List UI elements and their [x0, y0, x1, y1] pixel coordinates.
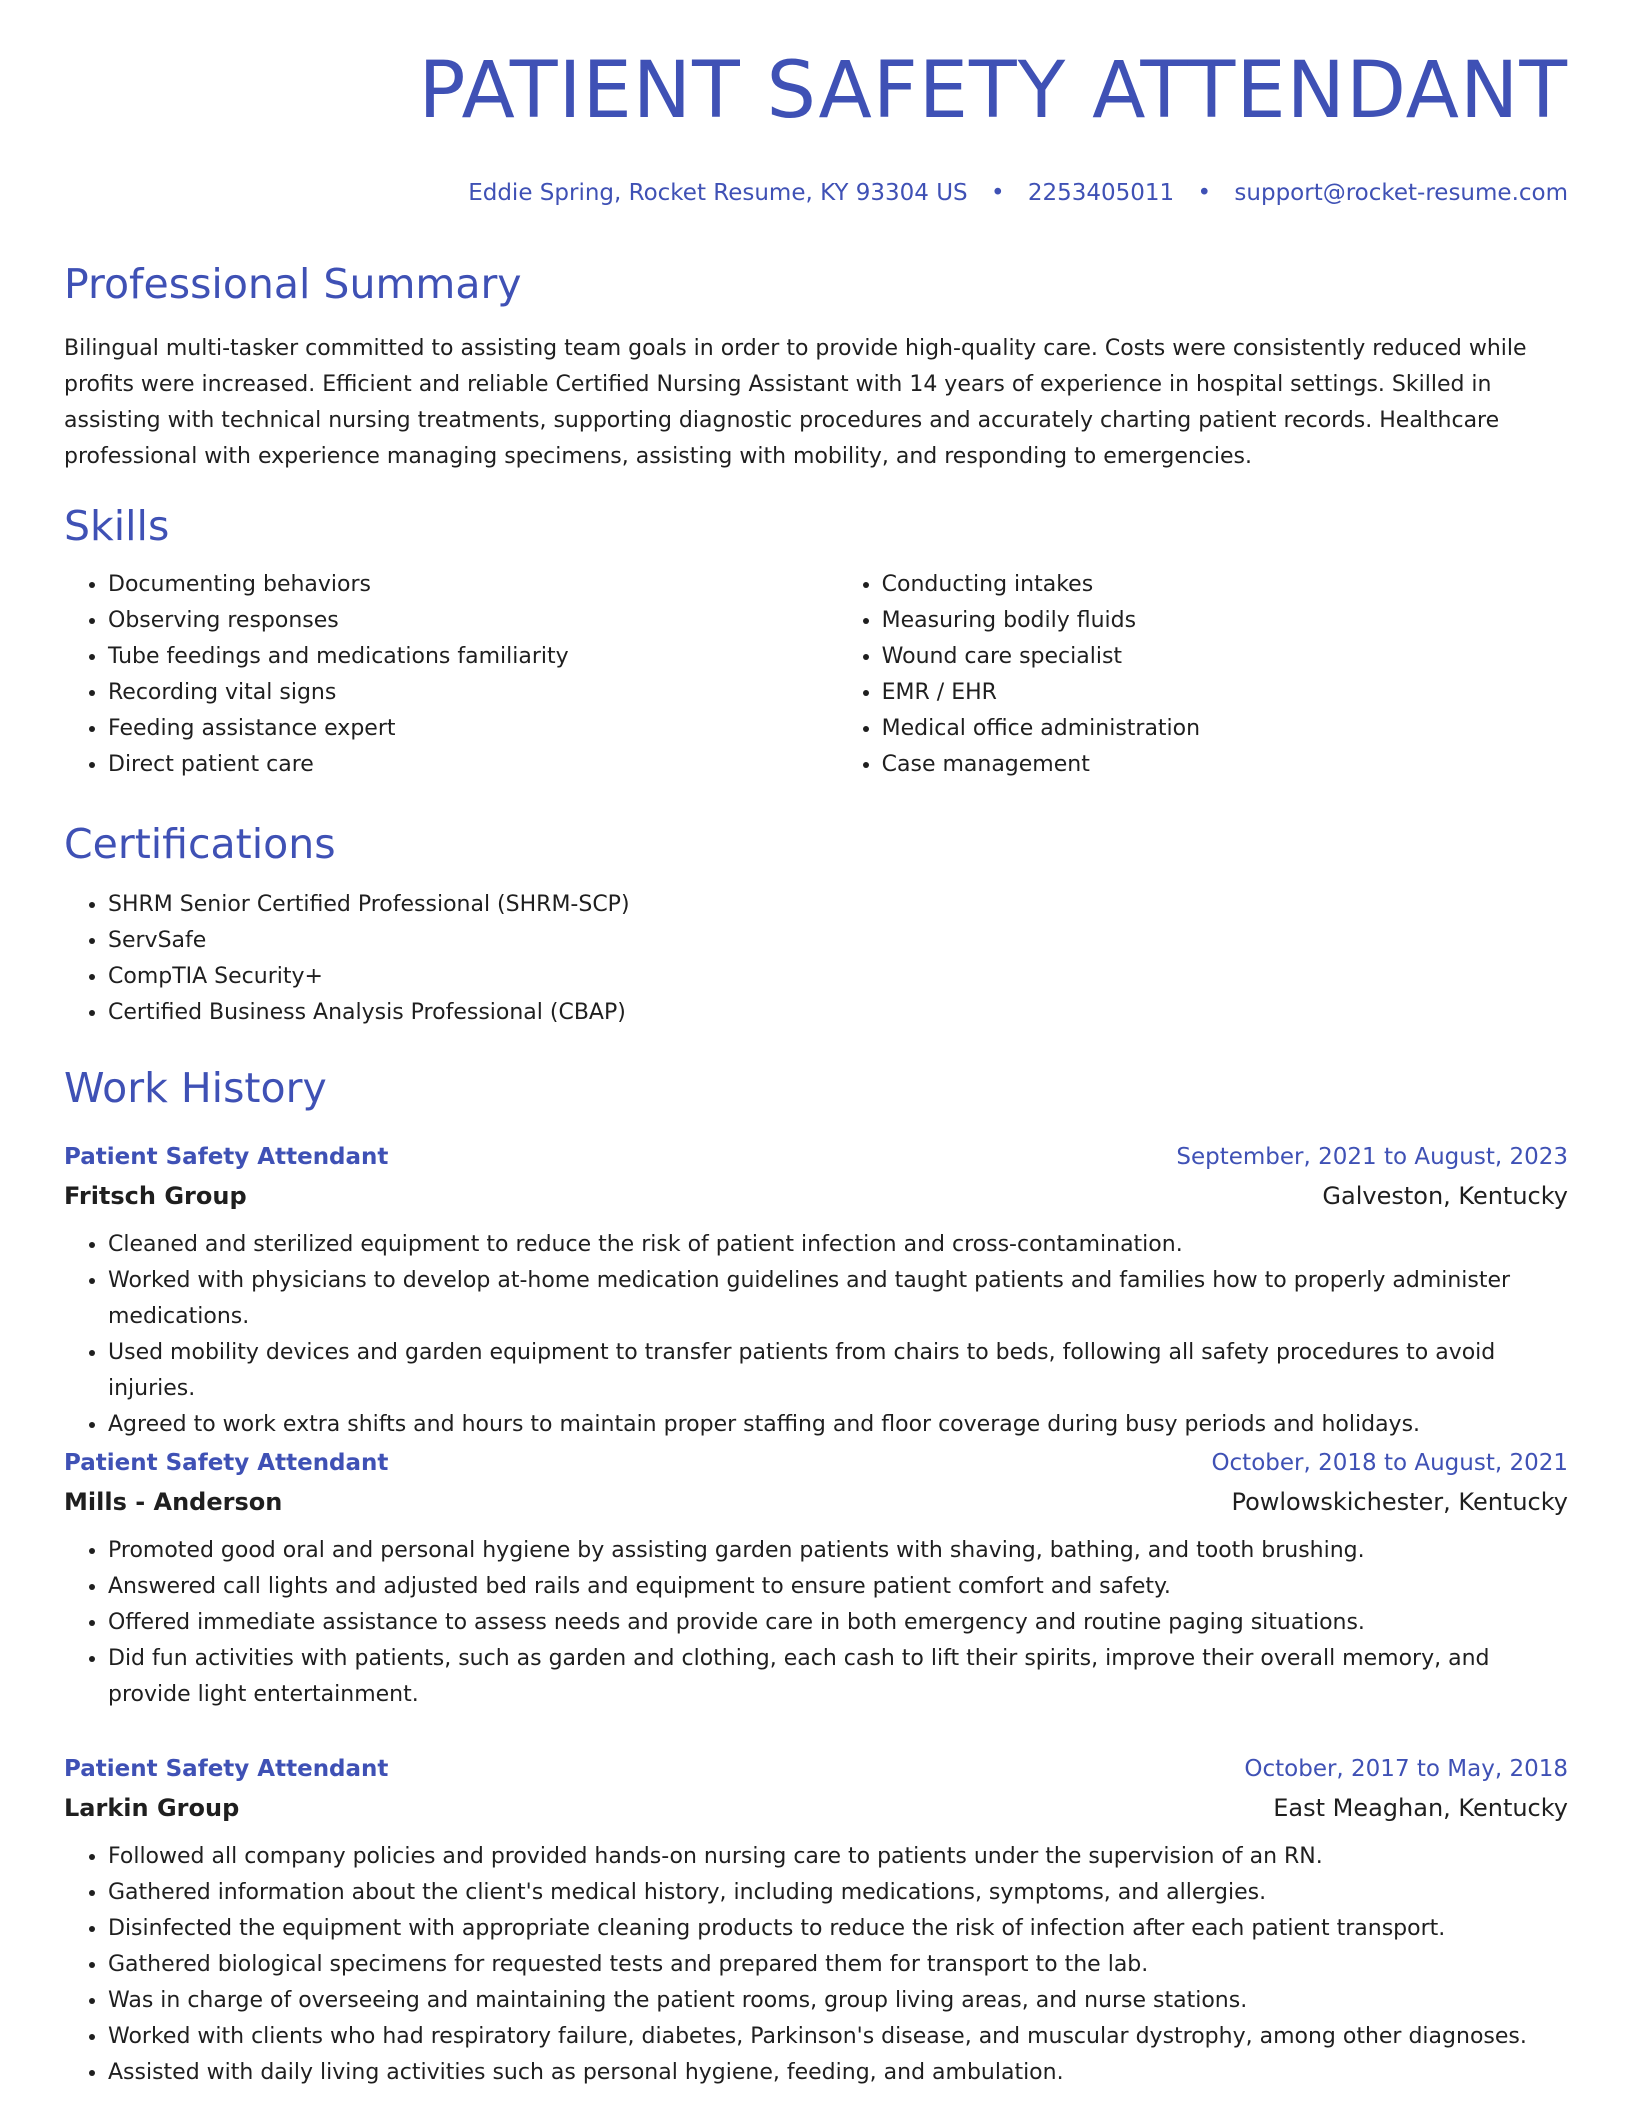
job-company-row [64, 1478, 1568, 1518]
job-location: Powlowskichester, Kentucky [1231, 1488, 1568, 1516]
job-entry [64, 1754, 1568, 2091]
job-title-row [64, 1448, 1568, 1478]
job-company: Mills - Anderson [64, 1488, 283, 1516]
contact-separator: • [990, 180, 1005, 206]
skill-item: • Wound care specialist [882, 639, 1568, 675]
job-company-row [64, 1784, 1568, 1824]
job-bullet-list [64, 1227, 1568, 1443]
job-bullet: • Gathered biological specimens for requested tests and prepared them for transport to the lab. [108, 1947, 1568, 1983]
contact-phone: 2253405011 [1027, 180, 1175, 206]
job-bullet: • Assisted with daily living activities such as personal hygiene, feeding, and ambulation. [108, 2055, 1568, 2091]
skill-item: • Documenting behaviors [108, 567, 838, 603]
job-bullet: • Offered immediate assistance to assess needs and provide care in both emergency and routine paging situations. [108, 1605, 1568, 1641]
job-location: Galveston, Kentucky [1322, 1182, 1568, 1210]
contact-line [468, 180, 1568, 206]
job-bullet: • Agreed to work extra shifts and hours to maintain proper staffing and floor coverage during busy periods and holidays. [108, 1407, 1568, 1443]
job-bullet: • Followed all company policies and provided hands-on nursing care to patients under the supervision of an RN. [108, 1839, 1568, 1875]
job-bullet: • Answered call lights and adjusted bed rails and equipment to ensure patient comfort and safety. [108, 1569, 1568, 1605]
certification-item: • Certified Business Analysis Professional (CBAP) [108, 995, 1568, 1031]
contact-email: support@rocket-resume.com [1234, 180, 1568, 206]
job-bullet: • Disinfected the equipment with appropriate cleaning products to reduce the risk of infection after each patient transport. [108, 1911, 1568, 1947]
certification-item: • ServSafe [108, 923, 1568, 959]
certifications-list [64, 887, 1568, 1031]
skill-item: • Recording vital signs [108, 675, 838, 711]
job-title: Patient Safety Attendant [64, 1144, 389, 1170]
certifications-heading: Certifications [64, 820, 336, 868]
job-company: Fritsch Group [64, 1182, 247, 1210]
job-title: Patient Safety Attendant [64, 1450, 389, 1476]
certification-item: • CompTIA Security+ [108, 959, 1568, 995]
job-bullet: • Was in charge of overseeing and maintaining the patient rooms, group living areas, and nurse stations. [108, 1983, 1568, 2019]
skills-right-list [838, 567, 1568, 783]
skill-item: • Direct patient care [108, 747, 838, 783]
skill-item: • Feeding assistance expert [108, 711, 838, 747]
job-bullet: • Worked with clients who had respiratory failure, diabetes, Parkinson's disease, and muscular dystrophy, among other diagnoses. [108, 2019, 1568, 2055]
job-bullet: • Used mobility devices and garden equipment to transfer patients from chairs to beds, following all safety procedures to avoid injuries. [108, 1335, 1568, 1407]
job-title-row [64, 1142, 1568, 1172]
certifications-section [64, 820, 1568, 1031]
skills-heading: Skills [64, 502, 170, 550]
job-dates: September, 2021 to August, 2023 [1176, 1144, 1568, 1170]
resume-title: PATIENT SAFETY ATTENDANT [418, 46, 1568, 136]
skill-item: • Observing responses [108, 603, 838, 639]
job-company-row [64, 1172, 1568, 1212]
job-dates: October, 2017 to May, 2018 [1244, 1756, 1568, 1782]
job-company: Larkin Group [64, 1794, 240, 1822]
job-title-row [64, 1754, 1568, 1784]
certification-item: • SHRM Senior Certified Professional (SHRM-SCP) [108, 887, 1568, 923]
job-bullet: • Gathered information about the client's medical history, including medications, symptoms, and allergies. [108, 1875, 1568, 1911]
job-entry [64, 1142, 1568, 1443]
skills-grid [64, 567, 1568, 783]
skill-item: • Tube feedings and medications familiarity [108, 639, 838, 675]
job-bullet: • Did fun activities with patients, such as garden and clothing, each cash to lift their spirits, improve their overall memory, and provide light entertainment. [108, 1641, 1568, 1713]
skill-item: • Medical office administration [882, 711, 1568, 747]
skill-item: • EMR / EHR [882, 675, 1568, 711]
job-entry [64, 1448, 1568, 1713]
job-location: East Meaghan, Kentucky [1273, 1794, 1568, 1822]
job-bullet: • Cleaned and sterilized equipment to reduce the risk of patient infection and cross-contamination. [108, 1227, 1568, 1263]
job-title: Patient Safety Attendant [64, 1756, 389, 1782]
skill-item: • Conducting intakes [882, 567, 1568, 603]
job-bullet: • Promoted good oral and personal hygiene by assisting garden patients with shaving, bathing, and tooth brushing. [108, 1533, 1568, 1569]
contact-address: Eddie Spring, Rocket Resume, KY 93304 US [468, 180, 968, 206]
professional-summary-section [64, 260, 1568, 475]
skill-item: • Measuring bodily fluids [882, 603, 1568, 639]
job-bullet-list [64, 1533, 1568, 1713]
skills-left-list [64, 567, 838, 783]
contact-separator: • [1197, 180, 1212, 206]
professional-summary-heading: Professional Summary [64, 260, 522, 308]
skills-section [64, 502, 1568, 783]
work-history-section [64, 1064, 1568, 1112]
work-history-heading: Work History [64, 1064, 327, 1112]
skill-item: • Case management [882, 747, 1568, 783]
job-dates: October, 2018 to August, 2021 [1211, 1450, 1568, 1476]
job-bullet: • Worked with physicians to develop at-home medication guidelines and taught patients and families how to properly administer medications. [108, 1263, 1568, 1335]
job-bullet-list [64, 1839, 1568, 2091]
professional-summary-text: Bilingual multi-tasker committed to assisting team goals in order to provide high-quality care. Costs were consistently reduced while profits were increased. Efficient and reliable Certified Nursing Assistant with 14 years of experience in hospital settings. Skilled in assisting with technical nursing treatments, supporting diagnostic procedures and accurately charting patient records. Healthcare professional with experience managing specimens, assisting with mobility, and responding to emergencies. [64, 336, 1527, 469]
